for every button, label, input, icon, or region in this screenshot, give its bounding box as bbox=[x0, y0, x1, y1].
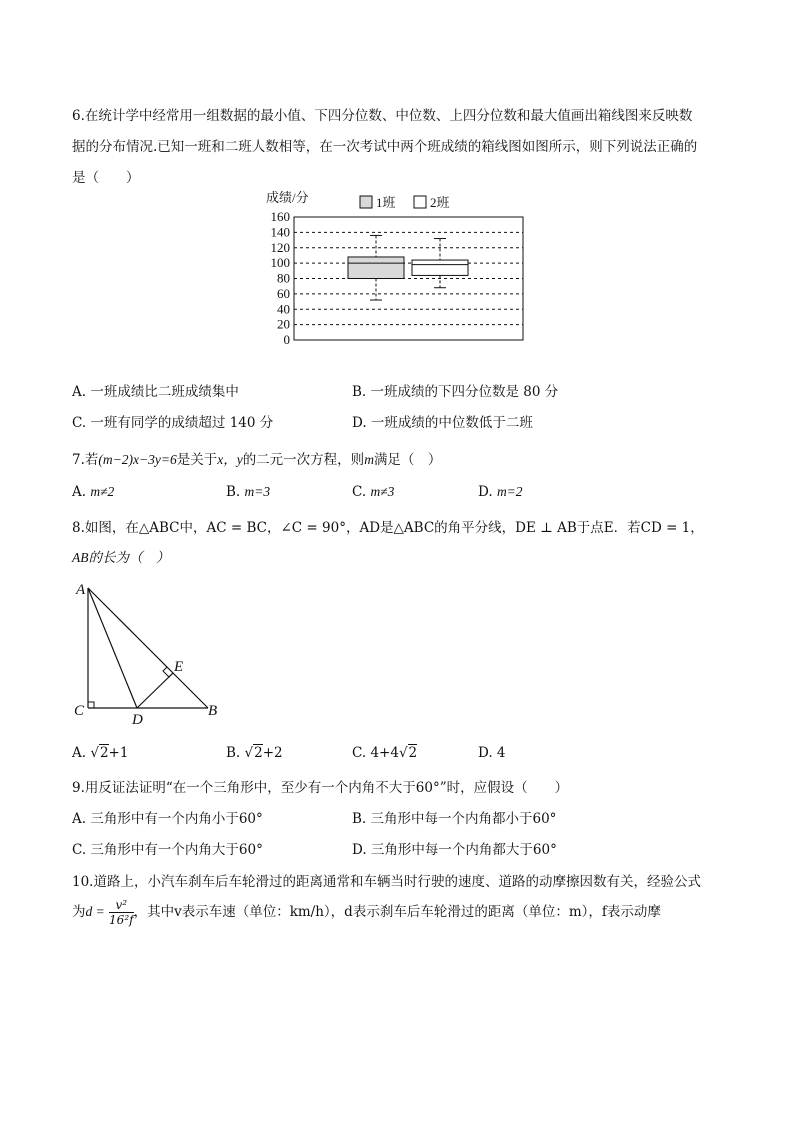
q7-option-b-label: B. bbox=[226, 484, 241, 500]
point-label-a: A bbox=[76, 582, 86, 598]
segment-ab bbox=[88, 588, 208, 708]
q8-option-d: D. 4 bbox=[478, 745, 506, 761]
y-tick-label: 160 bbox=[270, 209, 290, 224]
q7-mid: 是关于 bbox=[176, 452, 218, 468]
q7-option-c-math: m≠3 bbox=[370, 484, 395, 499]
y-tick-label: 0 bbox=[283, 332, 290, 347]
q10-rest: ，其中v表示车速（单位：km/h），d表示刹车后车轮滑过的距离（单位：m），f表示动摩 bbox=[133, 904, 661, 920]
q6-stem-line3: 是（ ） bbox=[72, 170, 140, 186]
q7-vars: x，y bbox=[217, 452, 243, 467]
y-tick-label: 140 bbox=[270, 224, 290, 240]
boxplot-chart bbox=[258, 188, 558, 348]
q7-option-d-label: D. bbox=[478, 484, 493, 500]
q8-option-b-tail: +2 bbox=[262, 745, 283, 761]
q7-suffix: 满足（ ） bbox=[373, 452, 442, 468]
q10-stem-line1: 10.道路上，小汽车刹车后车轮滑过的距离通常和车辆当时行驶的速度、道路的动摩擦因数有关，经验公式 bbox=[72, 874, 701, 890]
y-tick-label: 40 bbox=[277, 301, 290, 317]
chart-ylabel: 成绩/分 bbox=[266, 190, 309, 205]
legend-label-1: 1班 bbox=[376, 195, 396, 210]
q9-option-a: A. 三角形中有一个内角小于60° bbox=[72, 811, 263, 827]
y-tick-label: 80 bbox=[277, 270, 290, 286]
legend-swatch-1 bbox=[360, 196, 372, 208]
q7-option-a-math: m≠2 bbox=[90, 484, 115, 499]
chart-legend bbox=[360, 195, 450, 210]
q7-prefix: 7.若 bbox=[72, 452, 99, 468]
q8-stem-line1: 8.如图，在△ABC中，AC = BC，∠C = 90°，AD是△ABC的角平分线，DE ⊥ AB于点E．若CD = 1， bbox=[72, 520, 704, 536]
q6-option-d: D. 一班成绩的中位数低于二班 bbox=[352, 415, 533, 431]
point-label-d: D bbox=[132, 712, 143, 728]
q8-option-a-label: A. bbox=[72, 745, 87, 761]
q7-mid2: 的二元一次方程，则 bbox=[242, 452, 365, 468]
q10-stem-line2 bbox=[72, 898, 661, 927]
q8-option-a: A. √2+1 bbox=[72, 745, 129, 761]
q7-option-d bbox=[478, 484, 523, 500]
y-tick-label: 100 bbox=[270, 255, 290, 271]
q8-option-b-label: B. bbox=[226, 745, 241, 761]
q7-equation: (m−2)x−3y=6 bbox=[98, 452, 177, 467]
q6-option-a: A. 一班成绩比二班成绩集中 bbox=[72, 384, 239, 400]
segment-de bbox=[137, 673, 173, 708]
y-tick-label: 60 bbox=[277, 285, 290, 301]
q10-formula-numerator: v² bbox=[109, 898, 134, 913]
point-label-b: B bbox=[208, 703, 218, 719]
q6-stem-line2: 据的分布情况.已知一班和二班人数相等，在一次考试中两个班成绩的箱线图如图所示，则下列说法正确的 bbox=[72, 139, 698, 155]
q7-option-c bbox=[352, 484, 394, 500]
q9-stem: 9.用反证法证明“在一个三角形中，至少有一个内角不大于60°”时，应假设（ ） bbox=[72, 780, 569, 796]
point-label-e: E bbox=[174, 659, 184, 675]
q8-option-a-tail: +1 bbox=[108, 745, 129, 761]
q7-option-a-label: A. bbox=[72, 484, 87, 500]
q7-option-a bbox=[72, 484, 114, 500]
q7-option-d-math: m=2 bbox=[496, 484, 523, 499]
q8-option-a-radicand: 2 bbox=[99, 745, 109, 761]
q8-option-c-label: C. bbox=[352, 745, 367, 761]
q7-option-b-math: m=3 bbox=[244, 484, 271, 499]
q6-option-c: C. 一班有同学的成绩超过 140 分 bbox=[72, 415, 274, 431]
right-angle-mark-c bbox=[88, 702, 94, 708]
q8-option-c: C. 4+4√2 bbox=[352, 745, 418, 761]
q8-stem-line2: AB的长为（ ） bbox=[72, 550, 170, 565]
q8-option-b: B. √2+2 bbox=[226, 745, 283, 761]
q7-stem bbox=[72, 448, 441, 468]
q10-formula-fraction bbox=[109, 898, 134, 927]
q7-option-c-label: C. bbox=[352, 484, 367, 500]
q7-m: m bbox=[364, 452, 374, 467]
q9-option-b: B. 三角形中每一个内角都小于60° bbox=[352, 811, 557, 827]
legend-label-2: 2班 bbox=[430, 195, 450, 210]
triangle-diagram bbox=[70, 578, 240, 728]
legend-swatch-2 bbox=[414, 196, 426, 208]
q6-stem-line1: 6.在统计学中经常用一组数据的最小值、下四分位数、中位数、上四分位数和最大值画出箱线图来反映数 bbox=[72, 108, 693, 124]
q6-option-b: B. 一班成绩的下四分位数是 80 分 bbox=[352, 384, 559, 400]
q10-prefix: 为 bbox=[72, 904, 86, 920]
q10-formula-denominator: 16²f bbox=[109, 913, 134, 927]
q8-option-b-radicand: 2 bbox=[254, 745, 263, 761]
q8-option-c-head: 4+4 bbox=[370, 745, 399, 761]
q10-formula-lhs: d = bbox=[85, 904, 105, 919]
segment-ad bbox=[88, 588, 137, 708]
q7-option-b bbox=[226, 484, 270, 500]
y-tick-label: 20 bbox=[277, 316, 290, 332]
point-label-c: C bbox=[74, 703, 85, 719]
q8-option-c-radicand: 2 bbox=[408, 745, 418, 761]
box-iqr bbox=[348, 257, 404, 279]
q9-option-d: D. 三角形中每一个内角都大于60° bbox=[352, 842, 557, 858]
q9-option-c: C. 三角形中有一个内角大于60° bbox=[72, 842, 263, 858]
y-tick-label: 120 bbox=[270, 239, 290, 255]
box-iqr bbox=[412, 260, 468, 275]
